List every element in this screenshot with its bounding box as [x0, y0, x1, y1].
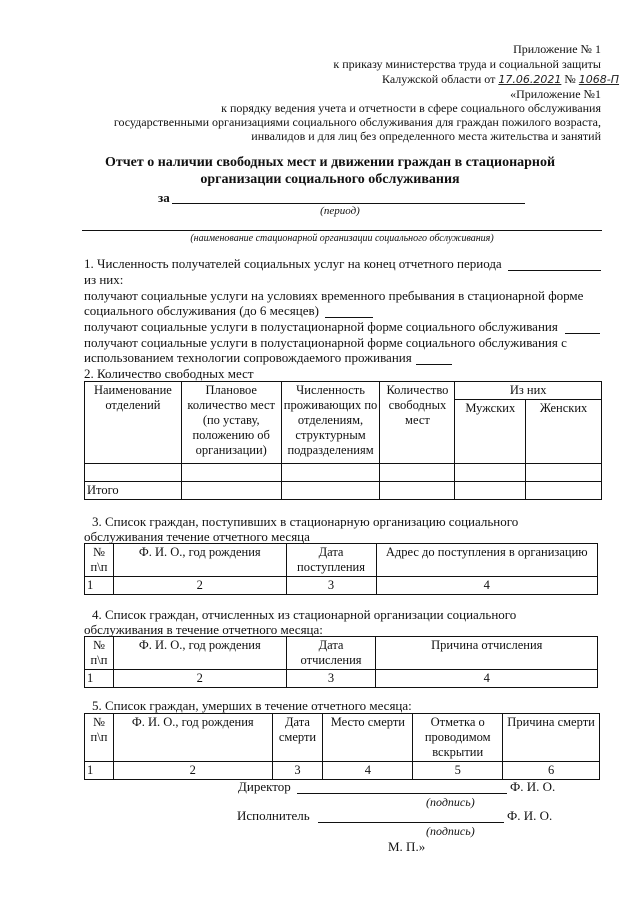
table-row: 1 2 3 4	[85, 670, 598, 688]
table-row	[85, 464, 602, 482]
total-label: Итого	[85, 482, 182, 500]
discharged-head-fio: Ф. И. О., год рождения	[113, 637, 286, 670]
s2-title: 2. Количество свободных мест	[84, 366, 254, 381]
col-head-male: Мужских	[455, 400, 526, 464]
col-head-female: Женских	[526, 400, 602, 464]
director-signature-caption: (подпись)	[426, 795, 475, 809]
s1-line4-blank	[325, 317, 373, 318]
discharged-head-num: № п\п	[85, 637, 114, 670]
col-head-residents: Численность проживающих по отделениям, структурным подразделениям	[281, 382, 380, 464]
discharged-head-date: Дата отчисления	[286, 637, 376, 670]
procedure-ref-2: государственными организациями социального обслуживания для граждан пожилого возраста,	[113, 115, 601, 129]
order-date-handwritten: 17.06.2021	[498, 73, 562, 86]
director-label: Директор	[238, 779, 291, 794]
order-number-handwritten: 1068-П	[578, 73, 620, 86]
s1-line7-blank	[416, 364, 452, 365]
col-head-free: Количество свободных мест	[380, 382, 455, 464]
s1-line7: использованием технологии сопровождаемого проживания	[84, 350, 412, 365]
executor-fio: Ф. И. О.	[507, 808, 553, 823]
report-title-line1: Отчет о наличии свободных мест и движении граждан в стационарной	[104, 155, 556, 170]
s1-line2: из них:	[84, 272, 124, 287]
original-appendix-label: «Приложение №1	[510, 87, 601, 101]
period-prefix: за	[158, 190, 170, 205]
admitted-table	[84, 543, 598, 595]
admitted-head-fio: Ф. И. О., год рождения	[113, 544, 286, 577]
s3-line1: 3. Список граждан, поступивших в стационарную организацию социального	[92, 514, 519, 529]
order-reference: к приказу министерства труда и социальной защиты	[333, 57, 601, 71]
deceased-head-cause: Причина смерти	[503, 714, 600, 762]
org-name-line	[82, 230, 602, 231]
s4-line1: 4. Список граждан, отчисленных из стационарной организации социального	[92, 607, 517, 622]
deceased-head-num: № п\п	[85, 714, 114, 762]
executor-signature-caption: (подпись)	[426, 824, 475, 838]
s1-line1-blank	[508, 270, 601, 271]
s4-line2: обслуживания в течение отчетного месяца:	[84, 622, 323, 637]
deceased-head-fio: Ф. И. О., год рождения	[113, 714, 272, 762]
table-row: 1 2 3 4 5 6	[85, 762, 600, 780]
admitted-head-num: № п\п	[85, 544, 114, 577]
executor-label: Исполнитель	[237, 808, 310, 823]
procedure-ref-3: инвалидов и для лиц без определенного места жительства и занятий	[251, 129, 601, 143]
procedure-ref-1: к порядку ведения учета и отчетности в сфере социального обслуживания	[221, 101, 601, 115]
org-name-caption: (наименование стационарной организации социального обслуживания)	[190, 233, 494, 244]
report-title-line2: организации социального обслуживания	[200, 172, 460, 187]
discharged-table	[84, 636, 598, 688]
s1-line4: социального обслуживания (до 6 месяцев)	[84, 303, 319, 318]
director-fio: Ф. И. О.	[510, 779, 556, 794]
order-date-prefix: Калужской области от	[382, 72, 496, 86]
deceased-head-place: Место смерти	[323, 714, 413, 762]
order-date-line	[382, 72, 619, 87]
s5-line1: 5. Список граждан, умерших в течение отчетного месяца:	[92, 698, 412, 713]
table-row: 1 2 3 4	[85, 577, 598, 595]
col-head-departments: Наименование отделений	[85, 382, 182, 464]
col-head-planned: Плановое количество мест (по уставу, положению об организации)	[181, 382, 281, 464]
order-number-sign: №	[564, 72, 576, 86]
s1-line6: получают социальные услуги в полустационарной форме социального обслуживания с	[84, 335, 567, 350]
director-signature-line	[297, 793, 507, 794]
deceased-table	[84, 713, 600, 780]
s3-line2: обслуживания течение отчетного месяца	[84, 529, 310, 544]
s1-line5: получают социальные услуги в полустационарной форме социального обслуживания	[84, 319, 558, 334]
s1-line1: 1. Численность получателей социальных услуг на конец отчетного периода	[84, 256, 502, 271]
stamp-place: М. П.»	[388, 839, 426, 854]
admitted-head-date: Дата поступления	[286, 544, 376, 577]
executor-signature-line	[318, 822, 504, 823]
col-head-of-them: Из них	[455, 382, 602, 400]
deceased-head-autopsy: Отметка о проводимом вскрытии	[413, 714, 503, 762]
discharged-head-reason: Причина отчисления	[376, 637, 598, 670]
table-row-total	[85, 482, 602, 500]
deceased-head-date: Дата смерти	[272, 714, 323, 762]
period-line	[172, 203, 525, 204]
admitted-head-address: Адрес до поступления в организацию	[376, 544, 598, 577]
s1-line3: получают социальные услуги на условиях временного пребывания в стационарной форме	[84, 288, 584, 303]
appendix-label: Приложение № 1	[513, 42, 601, 56]
period-caption: (период)	[320, 205, 360, 217]
free-places-table	[84, 381, 602, 500]
s1-line5-blank	[565, 333, 600, 334]
